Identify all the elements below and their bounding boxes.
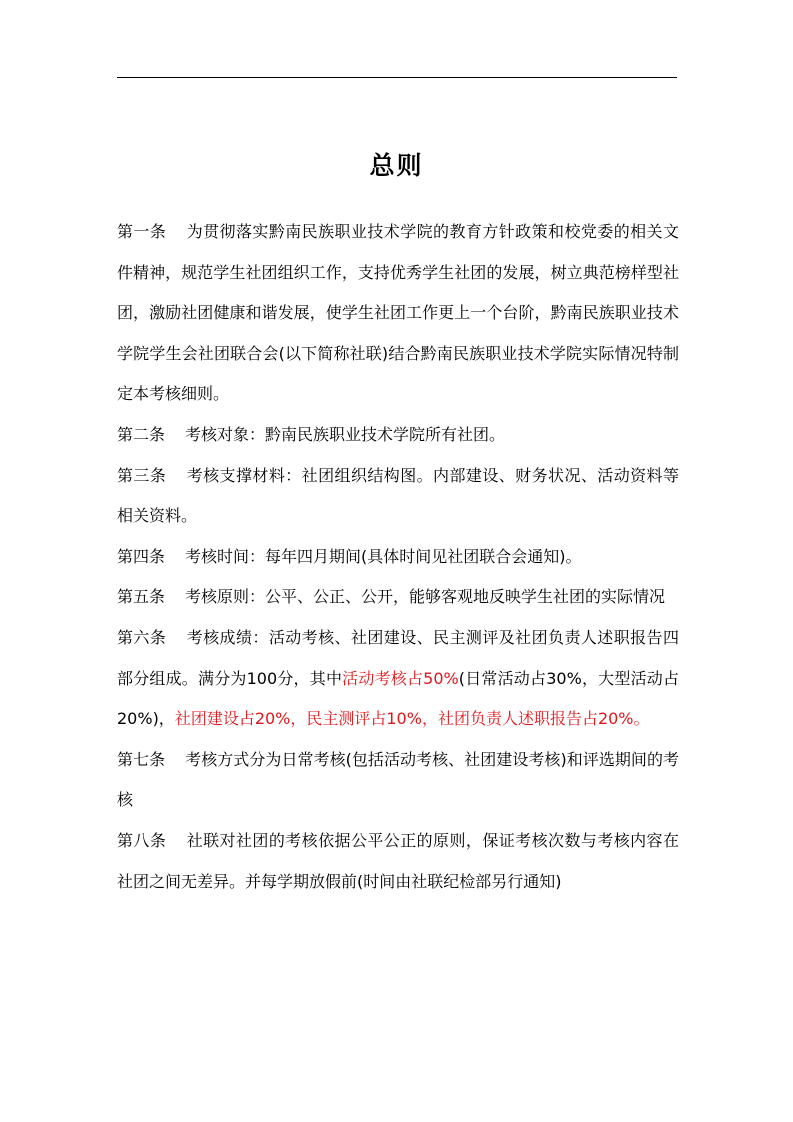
article-number: 第四条 bbox=[117, 546, 166, 566]
article-text: (日常活动占30%，大型活动占20%)， bbox=[117, 668, 679, 729]
article-number: 第三条 bbox=[117, 465, 167, 485]
article-3 bbox=[117, 456, 679, 537]
article-text: 社联对社团的考核依据公平公正的原则，保证考核次数与考核内容在社团之间无差异。并每学期放假前(时间由社联纪检部另行通知) bbox=[117, 830, 679, 891]
article-7 bbox=[117, 740, 679, 821]
header-rule bbox=[117, 77, 677, 78]
article-number: 第八条 bbox=[117, 830, 167, 850]
article-4 bbox=[117, 537, 679, 578]
highlight-text: 活动考核占50% bbox=[342, 668, 459, 688]
article-number: 第六条 bbox=[117, 627, 167, 647]
article-1 bbox=[117, 212, 679, 415]
page-title: 总则 bbox=[369, 151, 424, 180]
article-text: 考核方式分为日常考核(包括活动考核、社团建设考核)和评选期间的考核 bbox=[117, 749, 679, 810]
article-list bbox=[117, 212, 679, 902]
highlight-text: 社团建设占20%，民主测评占10%，社团负责人述职报告占20%。 bbox=[174, 709, 650, 729]
article-text: 考核成绩：活动考核、社团建设、民主测评及社团负责人述职报告四部分组成。满分为100分，其中 bbox=[117, 627, 679, 688]
article-text: 考核时间：每年四月期间(具体时间见社团联合会通知)。 bbox=[185, 546, 582, 566]
article-text: 为贯彻落实黔南民族职业技术学院的教育方针政策和校党委的相关文件精神，规范学生社团组织工作，支持优秀学生社团的发展，树立典范榜样型社团，激励社团健康和谐发展，使学生社团工作更上一个台阶，黔南民族职业技术学院学生会社团联合会(以下简称社联)结合黔南民族职业技术学院实际情况特制定本考核细则。 bbox=[117, 222, 679, 404]
article-text: 考核支撑材料：社团组织结构图。内部建设、财务状况、活动资料等相关资料。 bbox=[117, 465, 679, 526]
article-number: 第一条 bbox=[117, 222, 167, 241]
article-number: 第二条 bbox=[117, 424, 166, 444]
article-number: 第七条 bbox=[117, 749, 166, 769]
article-6 bbox=[117, 618, 679, 740]
article-5 bbox=[117, 577, 679, 618]
article-text: 考核原则：公平、公正、公开，能够客观地反映学生社团的实际情况 bbox=[185, 587, 666, 607]
article-number: 第五条 bbox=[117, 587, 166, 607]
article-8 bbox=[117, 821, 679, 902]
article-text: 考核对象：黔南民族职业技术学院所有社团。 bbox=[185, 424, 506, 444]
article-2 bbox=[117, 415, 679, 456]
